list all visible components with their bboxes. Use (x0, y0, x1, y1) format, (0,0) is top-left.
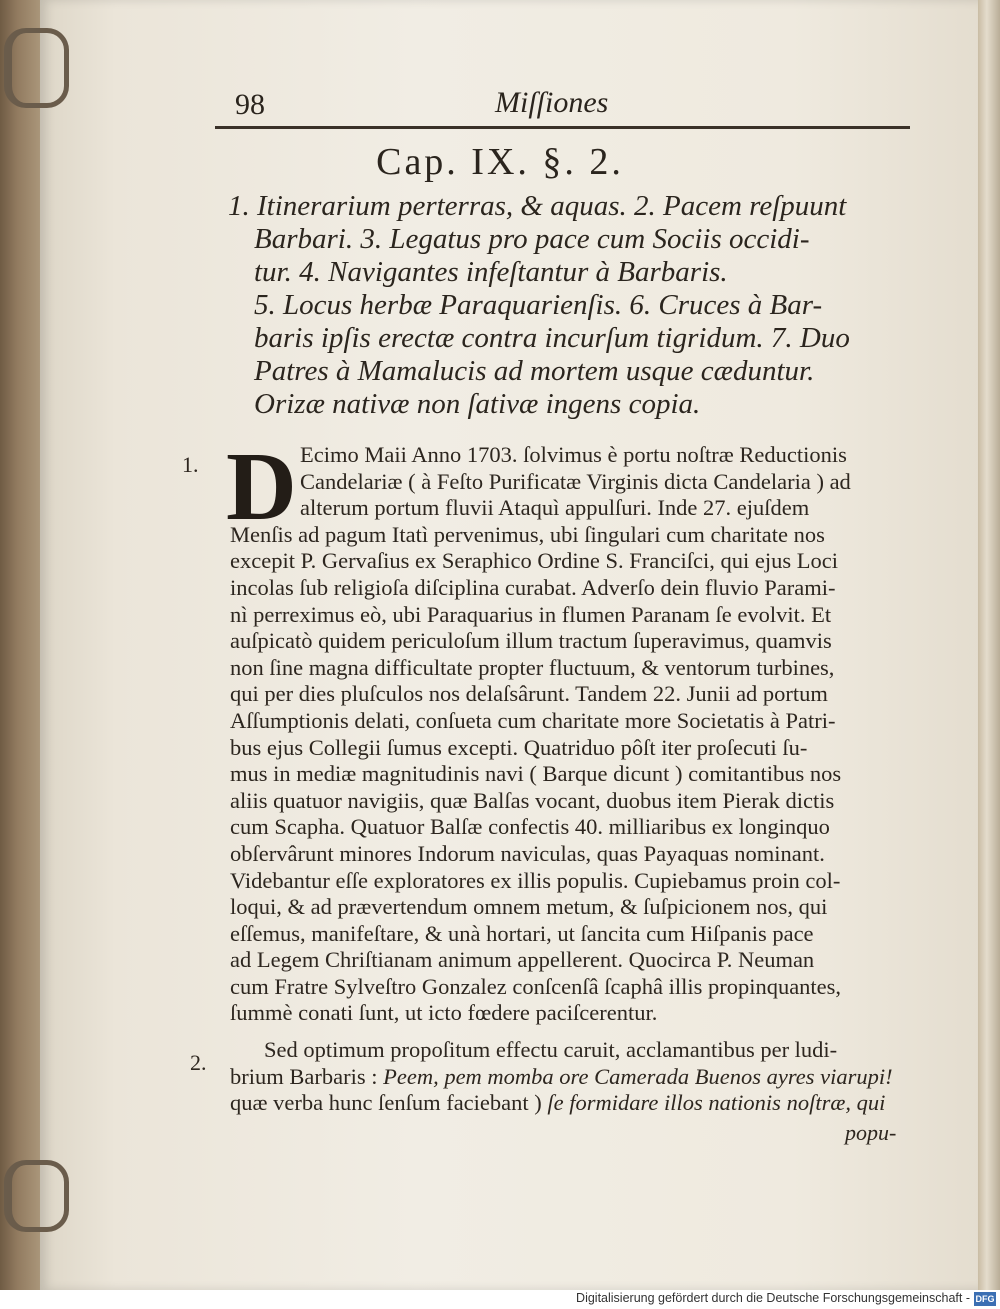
marginal-number: 1. (182, 452, 199, 477)
chapter-heading: Cap. IX. §. 2. (376, 141, 624, 183)
summary-line: tur. 4. Navigantes infeſtantur à Barbaris. (254, 256, 728, 288)
text-line: ſummè conati ſunt, ut icto fœdere paciſcerentur. (230, 1000, 658, 1026)
page-number: 98 (235, 88, 265, 121)
text-line: alterum portum fluvii Ataquì appulſuri. Inde 27. ejuſdem (300, 495, 810, 521)
text-line: auſpicatò quidem periculoſum illum tractum ſuperavimus, quamvis (230, 628, 832, 654)
text-line: bus ejus Collegii ſumus excepti. Quatriduo pôſt iter proſecuti ſu- (230, 734, 808, 760)
text-line: Sed optimum propoſitum effectu caruit, acclamantibus per ludi- (264, 1037, 838, 1063)
summary-line: 1. Itinerarium perterras, & aquas. 2. Pacem reſpuunt (228, 190, 847, 222)
italic-quote: Peem, pem momba ore Camerada Buenos ayres viarupi! (383, 1063, 893, 1089)
page-right-edge (978, 0, 1000, 1290)
page-header (215, 86, 910, 132)
text-line: Candelariæ ( à Feſto Purificatæ Virginis dicta Candelaria ) ad (300, 468, 851, 494)
text-line: Videbantur eſſe exploratores ex illis populis. Cupiebamus proin col- (230, 867, 841, 893)
text-line (230, 1064, 920, 1091)
text-line: loqui, & ad prævertendum omnem metum, & ſuſpicionem nos, qui (230, 894, 828, 920)
text-line: mus in mediæ magnitudinis navi ( Barque dicunt ) comitantibus nos (230, 761, 842, 787)
text-line: obſervârunt minores Indorum naviculas, quas Payaquas nominant. (230, 840, 825, 866)
clip-icon (4, 28, 69, 108)
text-span: brium Barbaris : (230, 1063, 378, 1089)
header-rule (215, 126, 910, 129)
italic-quote: ſe formidare illos nationis noſtræ, qui (547, 1090, 886, 1116)
text-line: Menſis ad pagum Itatì pervenimus, ubi ſingulari cum charitate nos (230, 521, 825, 547)
summary-line: baris ipſis erectæ contra incurſum tigridum. 7. Duo (254, 322, 850, 354)
body-text (230, 442, 920, 1117)
text-line: nì perreximus eò, ubi Paraquarius in flumen Paranam ſe evolvit. Et (230, 601, 832, 627)
clip-icon (4, 1160, 69, 1232)
text-line: aliis quatuor navigiis, quæ Balſas vocant, duobus item Pierak dictis (230, 787, 835, 813)
text-span: quæ verba hunc ſenſum faciebant ) (230, 1090, 542, 1116)
chapter-summary (228, 190, 918, 421)
summary-line: Patres à Mamalucis ad mortem usque cæduntur. (254, 355, 815, 387)
catchword: popu- (845, 1120, 897, 1145)
text-line: incolas ſub religioſa diſciplina curabat. Adverſo dein fluvio Parami- (230, 574, 836, 600)
footer (0, 1290, 1000, 1309)
text-line: Ecimo Maii Anno 1703. ſolvimus è portu noſtræ Reductionis (300, 442, 847, 467)
summary-line: Barbari. 3. Legatus pro pace cum Sociis occidi- (254, 223, 810, 255)
text-line: cum Scapha. Quatuor Balſæ confectis 40. milliaribus ex longinquo (230, 814, 830, 840)
text-line: excepit P. Gervaſius ex Seraphico Ordine S. Franciſci, qui ejus Loci (230, 548, 838, 574)
text-line: cum Fratre Sylveſtro Gonzalez conſcenſâ ſcaphâ illis propinquantes, (230, 973, 842, 999)
text-line (230, 1090, 920, 1117)
text-line: Aſſumptionis delati, conſueta cum charitate more Societatis à Patri- (230, 707, 836, 733)
running-head: Miſſiones (495, 86, 609, 119)
text-line: qui per dies pluſculos nos delaſsârunt. Tandem 22. Junii ad portum (230, 681, 828, 707)
text-line: non ſine magna difficultate propter fluctuum, & ventorum turbines, (230, 654, 835, 680)
text-line: ad Legem Chriſtianam animum appellerent. Quocirca P. Neuman (230, 947, 815, 973)
summary-line: Orizæ nativæ non ſativæ ingens copia. (254, 388, 701, 420)
footer-credit: Digitalisierung gefördert durch die Deutsche Forschungsgemeinschaft - (576, 1291, 970, 1305)
marginal-number: 2. (190, 1050, 207, 1075)
summary-line: 5. Locus herbæ Paraquarienſis. 6. Cruces à Bar- (254, 289, 823, 321)
text-line: eſſemus, manifeſtare, & unà hortari, ut ſancita cum Hiſpanis pace (230, 920, 814, 946)
drop-cap: D (226, 433, 297, 541)
dfg-logo-icon: DFG (975, 1294, 995, 1304)
